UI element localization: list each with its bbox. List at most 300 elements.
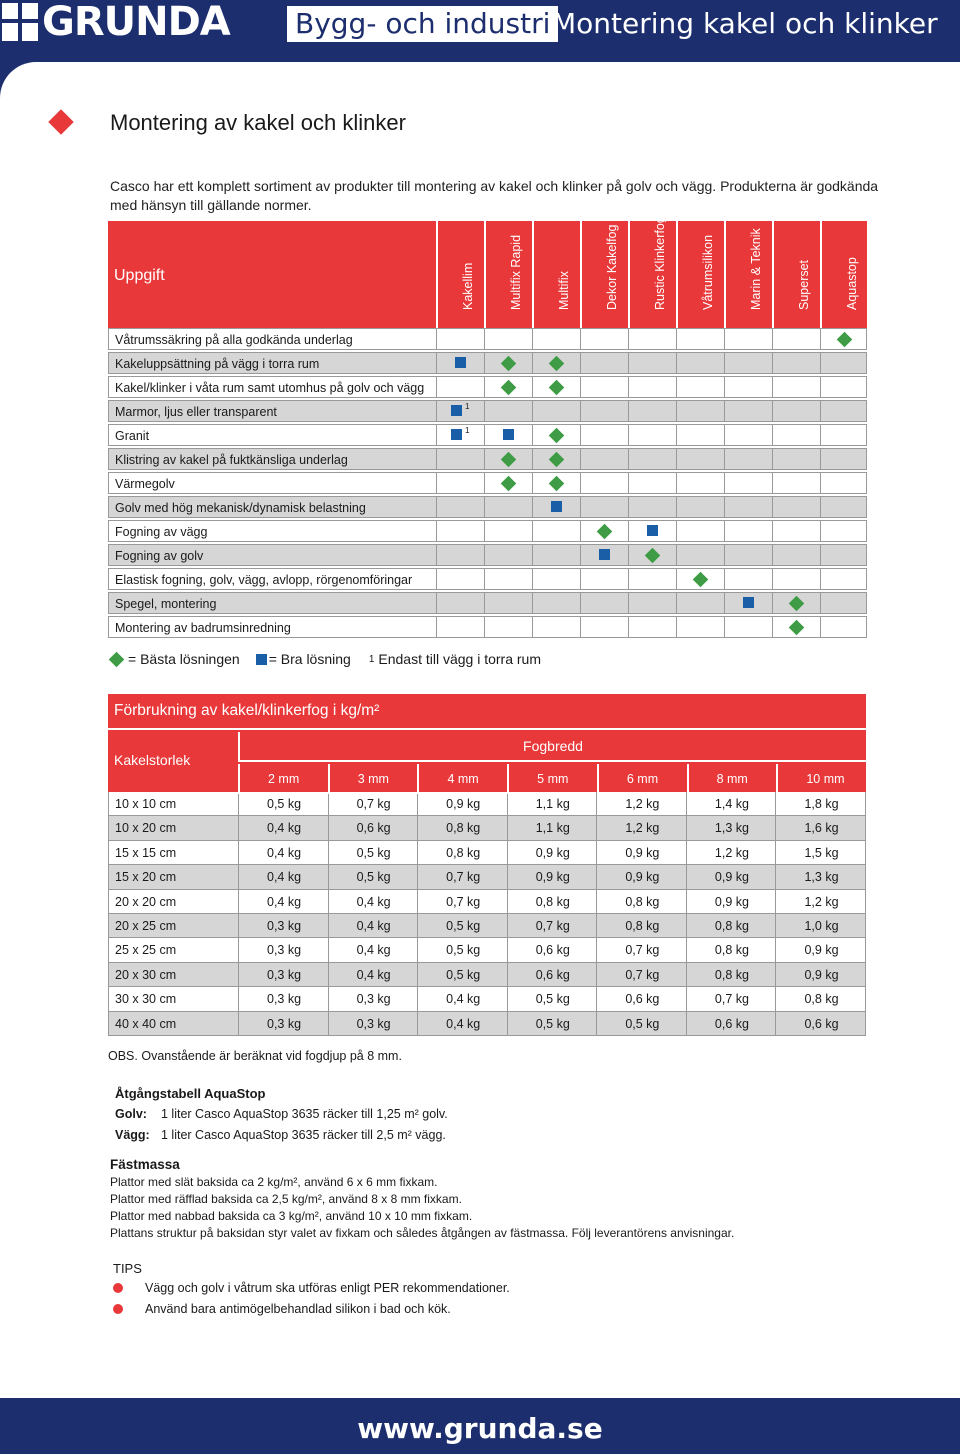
green-diamond-icon — [549, 476, 565, 492]
table-cell — [724, 352, 772, 374]
table-cell — [676, 496, 724, 518]
table-cell — [772, 568, 820, 590]
column-header — [724, 221, 772, 328]
table-cell — [532, 352, 580, 374]
header-title: Montering kakel och klinker — [552, 7, 938, 40]
table-cell — [820, 520, 867, 542]
table-cell — [580, 592, 628, 614]
tile-size: 15 x 15 cm — [108, 841, 238, 864]
table-cell — [676, 592, 724, 614]
row-label: Våtrumssäkring på alla godkända underlag — [108, 328, 436, 350]
table-row — [108, 520, 867, 544]
table-cell — [532, 568, 580, 590]
aquastop-key: Golv: — [115, 1107, 147, 1121]
table-cell — [772, 544, 820, 566]
table-cell — [820, 568, 867, 590]
table-cell — [772, 520, 820, 542]
table-cell — [676, 352, 724, 374]
blue-square-icon — [551, 501, 562, 512]
table-cell — [676, 568, 724, 590]
table-row — [108, 914, 866, 938]
table-cell — [820, 376, 867, 398]
table-cell — [484, 592, 532, 614]
green-diamond-icon — [501, 476, 517, 492]
consumption-value: 0,4 kg — [417, 1012, 507, 1035]
table-cell — [676, 376, 724, 398]
table-row — [108, 424, 867, 448]
table-cell — [676, 448, 724, 470]
consumption-value: 0,3 kg — [238, 963, 328, 986]
green-diamond-icon — [501, 452, 517, 468]
consumption-value: 1,2 kg — [596, 816, 686, 839]
table-cell — [820, 592, 867, 614]
table-cell — [436, 352, 484, 374]
table-cell — [724, 472, 772, 494]
legend-footnote-number: 1 — [368, 653, 375, 665]
row-label: Värmegolv — [108, 472, 436, 494]
table-row — [108, 865, 866, 889]
consumption-value: 0,6 kg — [596, 987, 686, 1010]
consumption-value: 0,4 kg — [238, 890, 328, 913]
column-header-label: Dekor Kakelfog — [605, 224, 619, 310]
column-header — [580, 221, 628, 328]
table-row — [108, 841, 866, 865]
consumption-value: 0,4 kg — [328, 963, 418, 986]
table-cell — [484, 520, 532, 542]
table-cell — [676, 544, 724, 566]
fogbredd-column: 6 mm — [597, 764, 687, 794]
consumption-value: 0,5 kg — [238, 792, 328, 815]
fogbredd-column: 3 mm — [328, 764, 418, 794]
kakelstorlek-header: Kakelstorlek — [114, 752, 191, 768]
green-diamond-icon — [549, 380, 565, 396]
consumption-value: 1,3 kg — [686, 816, 776, 839]
table-row — [108, 376, 867, 400]
table-cell — [628, 592, 676, 614]
table-cell — [436, 400, 484, 422]
table-cell — [580, 424, 628, 446]
table-cell — [580, 400, 628, 422]
consumption-value: 0,3 kg — [328, 987, 418, 1010]
consumption-value: 1,3 kg — [775, 865, 866, 888]
tips-title: TIPS — [113, 1261, 142, 1276]
table-cell — [484, 352, 532, 374]
table-cell — [628, 496, 676, 518]
fastmassa-line: Plattor med nabbad baksida ca 3 kg/m², använd 10 x 10 mm fixkam. — [110, 1209, 473, 1223]
table-cell — [532, 592, 580, 614]
table-cell — [724, 400, 772, 422]
consumption-value: 0,4 kg — [417, 987, 507, 1010]
table-cell — [436, 496, 484, 518]
consumption-value: 1,2 kg — [596, 792, 686, 815]
table-cell — [580, 328, 628, 350]
table-cell — [484, 496, 532, 518]
table-cell — [580, 376, 628, 398]
green-diamond-icon — [501, 380, 517, 396]
table-cell — [820, 400, 867, 422]
table-row — [108, 792, 866, 816]
row-label: Fogning av golv — [108, 544, 436, 566]
tile-size: 20 x 20 cm — [108, 890, 238, 913]
consumption-value: 1,1 kg — [507, 792, 597, 815]
table-cell — [436, 472, 484, 494]
consumption-value: 1,0 kg — [775, 914, 866, 937]
table-cell — [820, 472, 867, 494]
table-cell — [580, 352, 628, 374]
table-cell — [628, 448, 676, 470]
table-cell — [724, 568, 772, 590]
consumption-value: 0,6 kg — [328, 816, 418, 839]
consumption-value: 0,9 kg — [507, 865, 597, 888]
table-cell — [676, 424, 724, 446]
table-cell — [628, 424, 676, 446]
consumption-value: 0,9 kg — [596, 865, 686, 888]
table-cell — [772, 592, 820, 614]
consumption-value: 0,5 kg — [417, 938, 507, 961]
table-cell — [820, 544, 867, 566]
consumption-value: 0,8 kg — [686, 914, 776, 937]
green-diamond-icon — [837, 332, 853, 348]
category-label: Bygg- och industri — [287, 6, 558, 42]
product-table — [108, 216, 867, 640]
column-header-label: Multifix Rapid — [509, 234, 523, 310]
table-cell — [820, 448, 867, 470]
green-diamond-icon — [789, 620, 805, 636]
consumption-value: 0,6 kg — [507, 938, 597, 961]
row-label: Marmor, ljus eller transparent — [108, 400, 436, 422]
row-label: Elastisk fogning, golv, vägg, avlopp, rörgenomföringar — [108, 568, 436, 590]
consumption-value: 1,6 kg — [775, 816, 866, 839]
fastmassa-line: Plattor med slät baksida ca 2 kg/m², använd 6 x 6 mm fixkam. — [110, 1175, 438, 1189]
website-link[interactable]: www.grunda.se — [357, 1412, 603, 1445]
intro-text: Casco har ett komplett sortiment av produkter till montering av kakel och klinker på golv och vägg. Produkterna är godkända med hänsyn till gällande normer. — [110, 178, 879, 213]
consumption-table — [108, 694, 866, 1036]
row-label: Montering av badrumsinredning — [108, 616, 436, 638]
consumption-value: 0,9 kg — [775, 938, 866, 961]
table-cell — [484, 400, 532, 422]
consumption-value: 0,8 kg — [775, 987, 866, 1010]
consumption-value: 0,7 kg — [417, 865, 507, 888]
grunda-logo-icon — [2, 3, 38, 41]
column-header — [532, 221, 580, 328]
consumption-value: 0,4 kg — [328, 938, 418, 961]
consumption-value: 0,5 kg — [596, 1012, 686, 1035]
table-cell — [580, 520, 628, 542]
table-cell — [724, 328, 772, 350]
table-cell — [724, 496, 772, 518]
table-cell — [772, 496, 820, 518]
table-cell — [724, 616, 772, 638]
fogbredd-column: 4 mm — [417, 764, 507, 794]
table-cell — [628, 472, 676, 494]
table-cell — [436, 376, 484, 398]
consumption-value: 0,9 kg — [686, 890, 776, 913]
table-cell — [484, 448, 532, 470]
consumption-value: 1,4 kg — [686, 792, 776, 815]
red-dot-icon — [113, 1304, 123, 1314]
consumption-value: 0,9 kg — [417, 792, 507, 815]
table-row — [108, 448, 867, 472]
table-cell — [628, 352, 676, 374]
table-cell — [436, 544, 484, 566]
table-row — [108, 328, 867, 352]
green-diamond-icon — [693, 572, 709, 588]
consumption-value: 0,4 kg — [328, 914, 418, 937]
aquastop-golv — [115, 1107, 448, 1121]
consumption-value: 0,8 kg — [686, 963, 776, 986]
consumption-value: 0,4 kg — [328, 890, 418, 913]
table-row — [108, 496, 867, 520]
table-cell — [820, 496, 867, 518]
consumption-value: 0,5 kg — [328, 865, 418, 888]
tile-size: 20 x 30 cm — [108, 963, 238, 986]
consumption-header — [108, 728, 866, 792]
blue-square-icon — [451, 429, 462, 440]
column-header — [820, 221, 868, 328]
consumption-value: 0,9 kg — [686, 865, 776, 888]
table-cell — [676, 520, 724, 542]
obs-note: OBS. Ovanstående är beräknat vid fogdjup på 8 mm. — [108, 1049, 402, 1063]
fastmassa-line: Plattor med räfflad baksida ca 2,5 kg/m², använd 8 x 8 mm fixkam. — [110, 1192, 462, 1206]
legend-best: = Bästa lösningen — [128, 651, 240, 667]
legend-footnote: Endast till vägg i torra rum — [378, 651, 541, 667]
table-cell — [436, 448, 484, 470]
tip-text: Vägg och golv i våtrum ska utföras enligt PER rekommendationer. — [145, 1281, 510, 1295]
tip-item — [113, 1302, 451, 1316]
column-header-label: Rustic Klinkerfog — [653, 216, 667, 310]
table-cell — [772, 352, 820, 374]
tile-size: 20 x 25 cm — [108, 914, 238, 937]
consumption-value: 0,6 kg — [775, 1012, 866, 1035]
table-cell — [628, 568, 676, 590]
green-diamond-icon — [549, 356, 565, 372]
column-header-label: Multifix — [557, 271, 571, 310]
aquastop-text: 1 liter Casco AquaStop 3635 räcker till 2,5 m² vägg. — [161, 1128, 446, 1142]
table-cell — [484, 616, 532, 638]
fogbredd-column: 5 mm — [507, 764, 597, 794]
tile-size: 25 x 25 cm — [108, 938, 238, 961]
table-cell — [724, 592, 772, 614]
table-cell — [484, 424, 532, 446]
table-cell — [436, 328, 484, 350]
logo-text: GRUNDA — [42, 0, 230, 45]
table-row — [108, 816, 866, 840]
table-cell — [532, 400, 580, 422]
blue-square-icon — [599, 549, 610, 560]
column-header — [628, 216, 676, 328]
table-cell — [772, 616, 820, 638]
fogbredd-column: 2 mm — [238, 764, 328, 794]
table-cell — [580, 448, 628, 470]
table-cell — [676, 616, 724, 638]
table-row — [108, 544, 867, 568]
column-header — [772, 221, 820, 328]
table-cell — [532, 616, 580, 638]
table-cell — [436, 592, 484, 614]
table-cell — [772, 448, 820, 470]
consumption-value: 0,4 kg — [238, 841, 328, 864]
fastmassa-line: Plattans struktur på baksidan styr valet av fixkam och således åtgången av fästmassa. Följ leverantörens anvisningar. — [110, 1226, 735, 1240]
table-cell — [628, 400, 676, 422]
table-cell — [532, 544, 580, 566]
green-diamond-icon — [549, 452, 565, 468]
row-label: Golv med hög mekanisk/dynamisk belastning — [108, 496, 436, 518]
consumption-value: 0,7 kg — [328, 792, 418, 815]
consumption-value: 0,9 kg — [775, 963, 866, 986]
aquastop-title: Åtgångstabell AquaStop — [115, 1086, 266, 1101]
green-diamond-icon — [597, 524, 613, 540]
consumption-title: Förbrukning av kakel/klinkerfog i kg/m² — [108, 694, 866, 728]
table-row — [108, 963, 866, 987]
table-row — [108, 890, 866, 914]
table-cell — [628, 328, 676, 350]
blue-square-icon — [743, 597, 754, 608]
consumption-value: 0,3 kg — [328, 1012, 418, 1035]
table-cell — [484, 376, 532, 398]
table-cell — [820, 352, 867, 374]
table-cell — [820, 424, 867, 446]
consumption-value: 0,7 kg — [686, 987, 776, 1010]
table-row — [108, 568, 867, 592]
table-cell — [532, 520, 580, 542]
table-cell — [724, 424, 772, 446]
consumption-value: 0,8 kg — [686, 938, 776, 961]
table-cell — [532, 376, 580, 398]
fogbredd-header: Fogbredd — [523, 738, 583, 754]
table-cell — [484, 472, 532, 494]
table-cell — [820, 328, 867, 350]
blue-square-icon — [455, 357, 466, 368]
table-cell — [676, 328, 724, 350]
table-cell — [484, 544, 532, 566]
table-cell — [676, 472, 724, 494]
consumption-value: 0,8 kg — [417, 841, 507, 864]
green-diamond-icon — [501, 356, 517, 372]
table-cell — [484, 328, 532, 350]
fastmassa-title: Fästmassa — [110, 1157, 180, 1172]
table-row — [108, 472, 867, 496]
table-cell — [532, 472, 580, 494]
column-header — [436, 221, 484, 328]
table-cell — [724, 544, 772, 566]
tile-size: 15 x 20 cm — [108, 865, 238, 888]
consumption-value: 0,5 kg — [417, 914, 507, 937]
green-diamond-icon — [645, 548, 661, 564]
consumption-value: 1,1 kg — [507, 816, 597, 839]
consumption-value: 1,5 kg — [775, 841, 866, 864]
table-cell — [628, 376, 676, 398]
table-cell — [772, 328, 820, 350]
consumption-value: 1,2 kg — [686, 841, 776, 864]
table-cell — [580, 472, 628, 494]
consumption-value: 0,5 kg — [507, 1012, 597, 1035]
tip-text: Använd bara antimögelbehandlad silikon i bad och kök. — [145, 1302, 451, 1316]
consumption-value: 0,4 kg — [238, 865, 328, 888]
blue-square-icon — [647, 525, 658, 536]
legend — [108, 651, 541, 667]
table-cell — [532, 328, 580, 350]
consumption-value: 0,8 kg — [596, 890, 686, 913]
red-dot-icon — [113, 1283, 123, 1293]
column-header — [484, 221, 532, 328]
table-row — [108, 1012, 866, 1036]
consumption-value: 0,5 kg — [507, 987, 597, 1010]
header-bar — [0, 0, 960, 62]
legend-good: = Bra lösning — [268, 651, 351, 667]
consumption-value: 0,8 kg — [417, 816, 507, 839]
consumption-value: 0,7 kg — [596, 938, 686, 961]
consumption-value: 0,4 kg — [238, 816, 328, 839]
column-header — [676, 221, 724, 328]
consumption-value: 0,8 kg — [507, 890, 597, 913]
fogbredd-column: 10 mm — [776, 764, 866, 794]
footnote-mark: 1 — [465, 402, 470, 411]
tile-size: 40 x 40 cm — [108, 1012, 238, 1035]
consumption-value: 0,7 kg — [417, 890, 507, 913]
aquastop-key: Vägg: — [115, 1128, 150, 1142]
green-diamond-icon — [789, 596, 805, 612]
consumption-value: 1,8 kg — [775, 792, 866, 815]
grunda-logo[interactable] — [2, 0, 230, 45]
table-cell — [580, 496, 628, 518]
column-header-label: Våtrumsilikon — [701, 234, 715, 310]
table-cell — [676, 400, 724, 422]
blue-square-icon — [256, 654, 267, 665]
consumption-value: 0,7 kg — [596, 963, 686, 986]
table-cell — [628, 616, 676, 638]
footer-bar — [0, 1398, 960, 1454]
consumption-value: 0,5 kg — [417, 963, 507, 986]
table-cell — [532, 424, 580, 446]
table-cell — [436, 424, 484, 446]
consumption-value: 0,8 kg — [596, 914, 686, 937]
table-cell — [436, 616, 484, 638]
consumption-value: 0,9 kg — [507, 841, 597, 864]
consumption-value: 0,6 kg — [686, 1012, 776, 1035]
table-cell — [484, 568, 532, 590]
page-title: Montering av kakel och klinker — [110, 110, 406, 135]
row-label: Kakel/klinker i våta rum samt utomhus på golv och vägg — [108, 376, 436, 398]
consumption-value: 0,5 kg — [328, 841, 418, 864]
green-diamond-icon — [109, 651, 125, 667]
column-header-label: Marin & Teknik — [749, 228, 763, 310]
product-table-header — [108, 216, 867, 328]
table-row — [108, 938, 866, 962]
table-cell — [580, 616, 628, 638]
consumption-value: 1,2 kg — [775, 890, 866, 913]
table-cell — [628, 544, 676, 566]
aquastop-vagg — [115, 1128, 446, 1142]
column-header-label: Aquastop — [845, 257, 859, 310]
table-cell — [532, 448, 580, 470]
footnote-mark: 1 — [465, 426, 470, 435]
table-row — [108, 592, 867, 616]
column-header-label: Kakellim — [461, 262, 475, 310]
tip-item — [113, 1281, 510, 1295]
table-cell — [436, 568, 484, 590]
row-label: Granit — [108, 424, 436, 446]
table-cell — [772, 400, 820, 422]
consumption-value: 0,3 kg — [238, 1012, 328, 1035]
row-label: Spegel, montering — [108, 592, 436, 614]
consumption-value: 0,3 kg — [238, 914, 328, 937]
row-label: Klistring av kakel på fuktkänsliga underlag — [108, 448, 436, 470]
consumption-value: 0,3 kg — [238, 987, 328, 1010]
tile-size: 30 x 30 cm — [108, 987, 238, 1010]
table-cell — [772, 424, 820, 446]
row-label: Fogning av vägg — [108, 520, 436, 542]
blue-square-icon — [451, 405, 462, 416]
